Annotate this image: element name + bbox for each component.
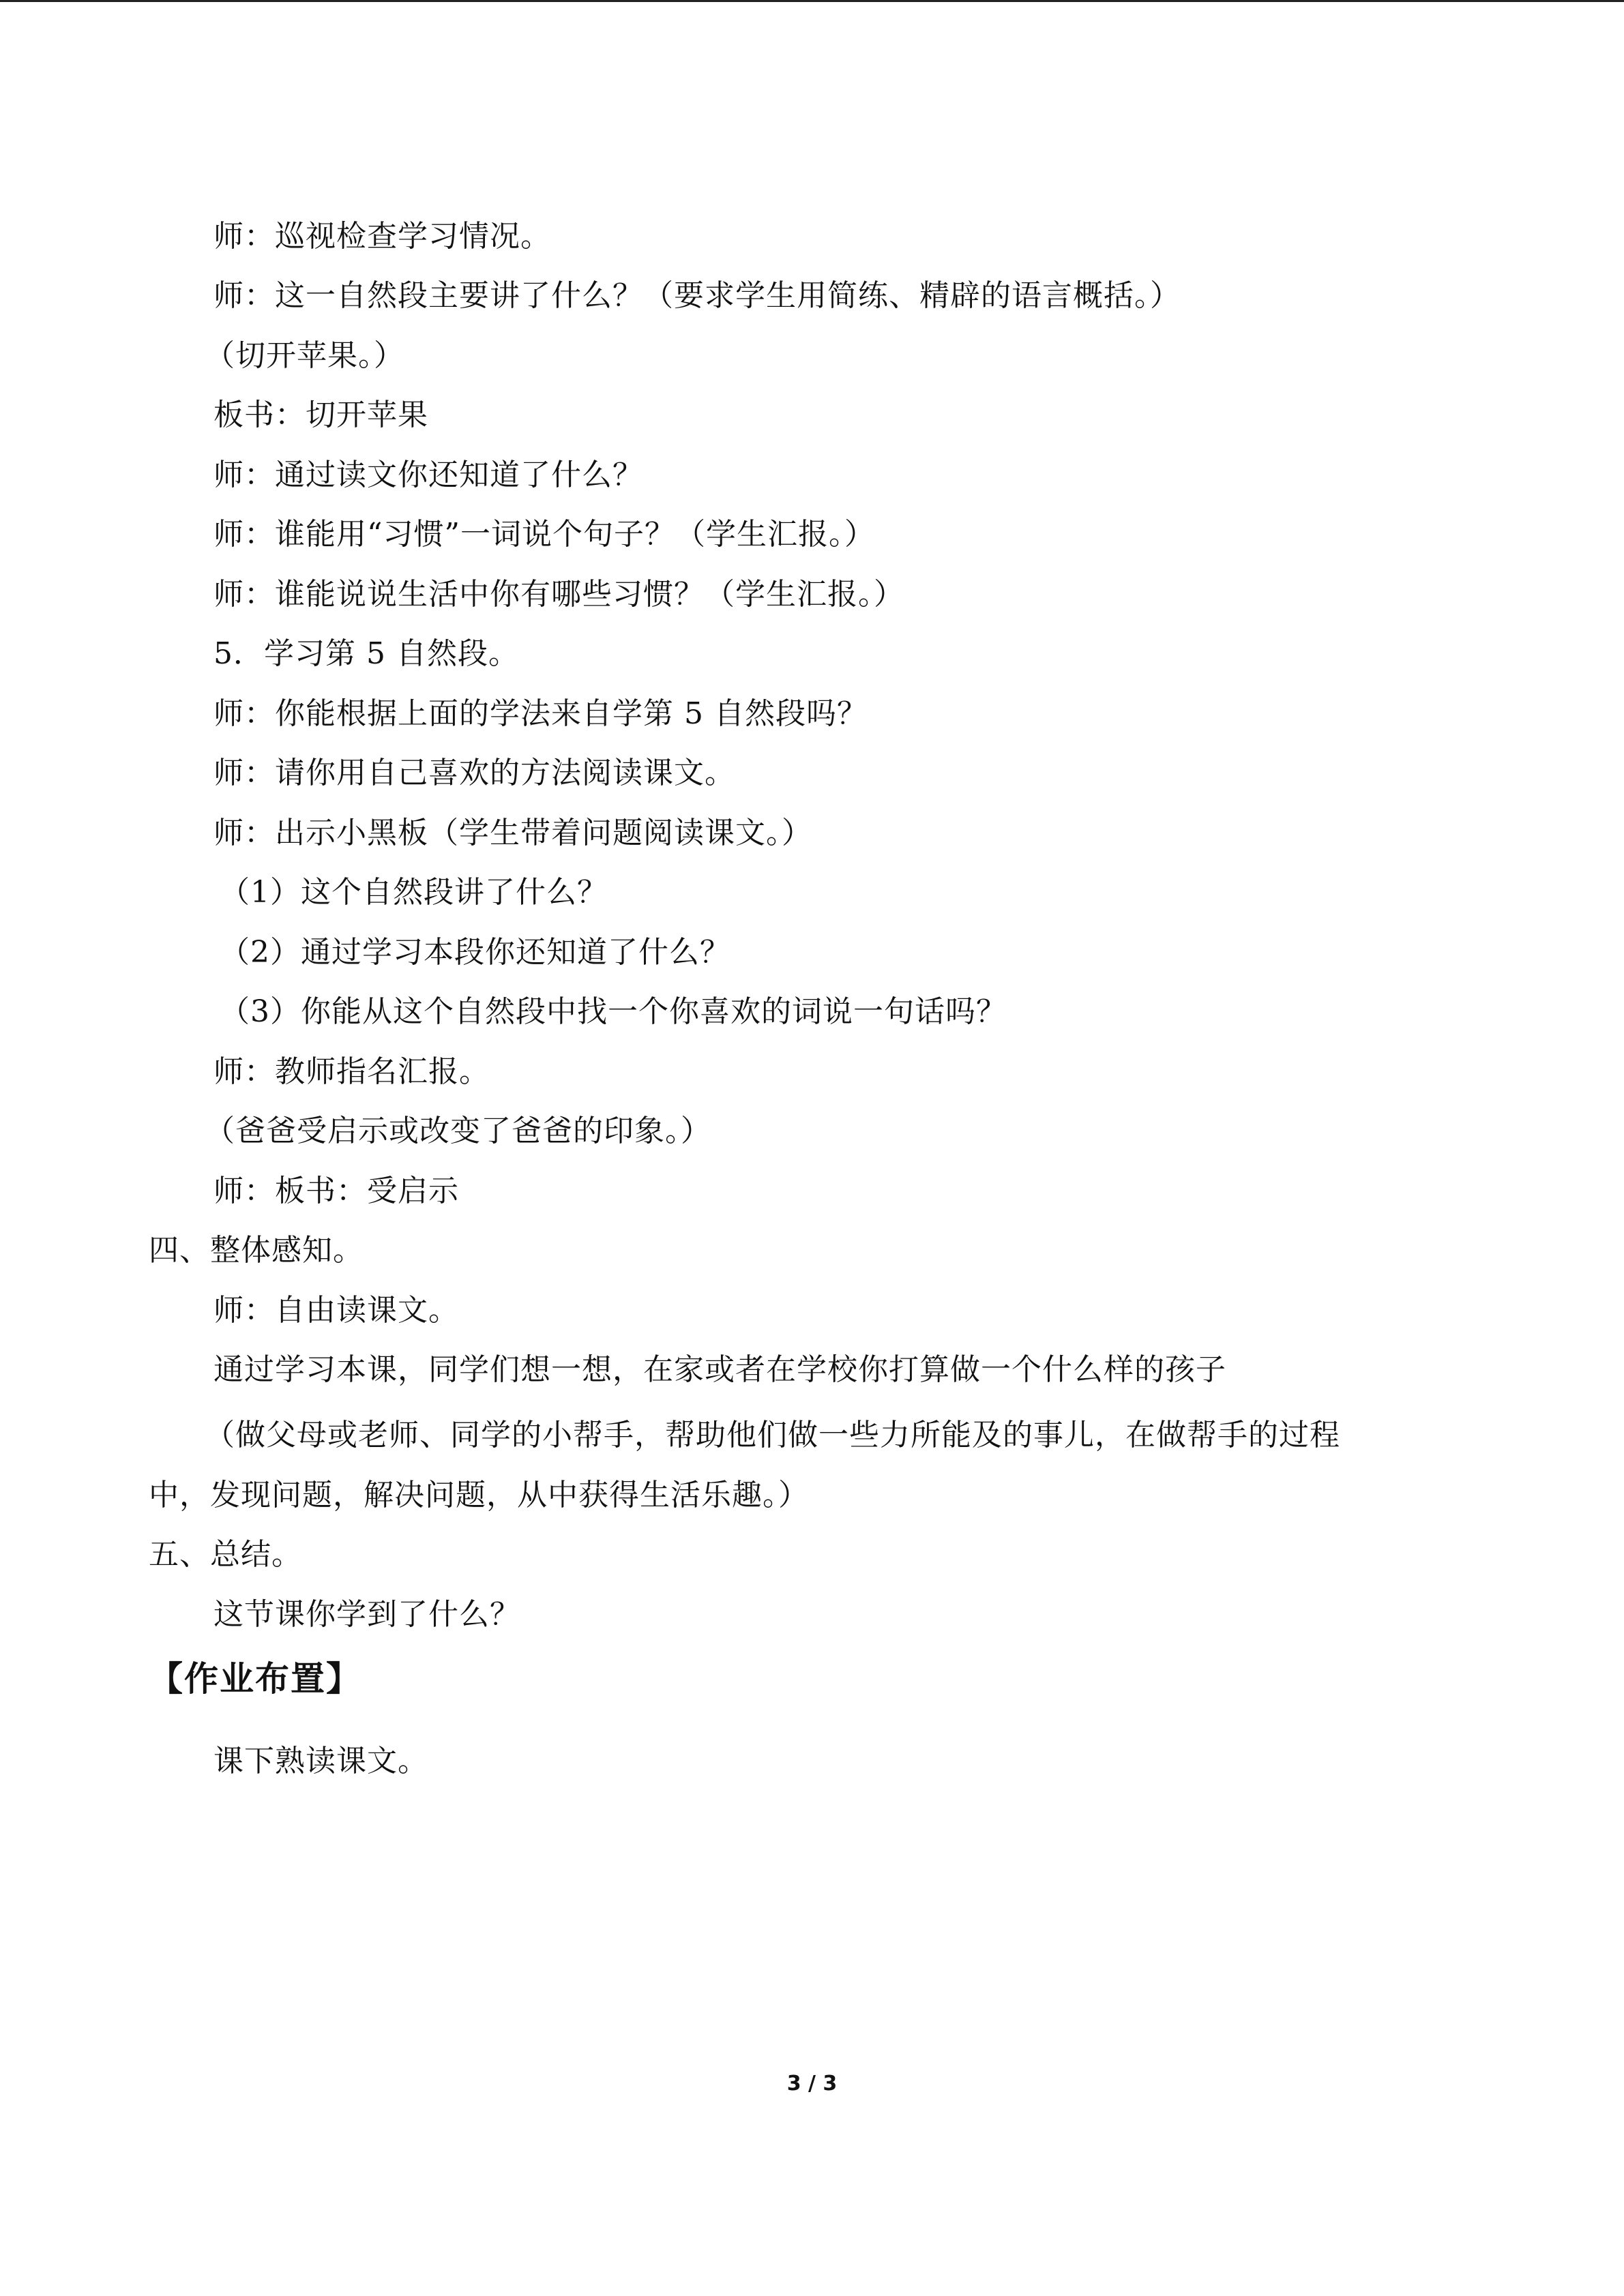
text-line: 板书：切开苹果 [213,398,428,432]
text-line: （做父母或老师、同学的小帮手，帮助他们做一些力所能及的事儿，在做帮手的过程 [205,1418,1340,1452]
text-line: （3）你能从这个自然段中找一个你喜欢的词说一句话吗？ [220,994,1007,1029]
text-line: 中，发现问题，解决问题，从中获得生活乐趣。） [149,1478,809,1512]
text-line: 师：板书：受启示 [213,1174,459,1208]
text-line: （2）通过学习本段你还知道了什么？ [220,935,730,970]
text-line: （爸爸受启示或改变了爸爸的印象。） [205,1114,711,1148]
page-number: 3 / 3 [786,2072,838,2096]
text-line: 师：教师指名汇报。 [213,1054,490,1089]
text-line: 师：谁能说说生活中你有哪些习惯？（学生汇报。） [213,577,904,612]
text-line: （切开苹果。） [205,338,404,373]
text-line: 师：出示小黑板（学生带着问题阅读课文。） [213,816,812,850]
text-line: 师：这一自然段主要讲了什么？（要求学生用简练、精辟的语言概括。） [213,278,1181,313]
section-heading: 五、总结。 [149,1537,302,1572]
text-line: 师：谁能用“习惯”一词说个句子？（学生汇报。） [213,517,875,552]
text-line: 师：你能根据上面的学法来自学第 5 自然段吗？ [213,696,868,731]
text-line: 师：通过读文你还知道了什么？ [213,458,643,492]
text-line: （1）这个自然段讲了什么？ [220,875,608,910]
text-line: 5．学习第 5 自然段。 [213,636,519,671]
homework-text: 课下熟读课文。 [213,1744,428,1778]
section-heading: 四、整体感知。 [149,1233,364,1268]
text-line: 这节课你学到了什么？ [213,1597,520,1632]
homework-heading: 【作业布置】 [149,1659,361,1699]
text-line: 通过学习本课，同学们想一想，在家或者在学校你打算做一个什么样的孩子 [213,1352,1226,1387]
text-line: 师：请你用自己喜欢的方法阅读课文。 [213,756,735,790]
text-line: 师：巡视检查学习情况。 [213,219,551,254]
text-line: 师：自由读课文。 [213,1293,459,1328]
